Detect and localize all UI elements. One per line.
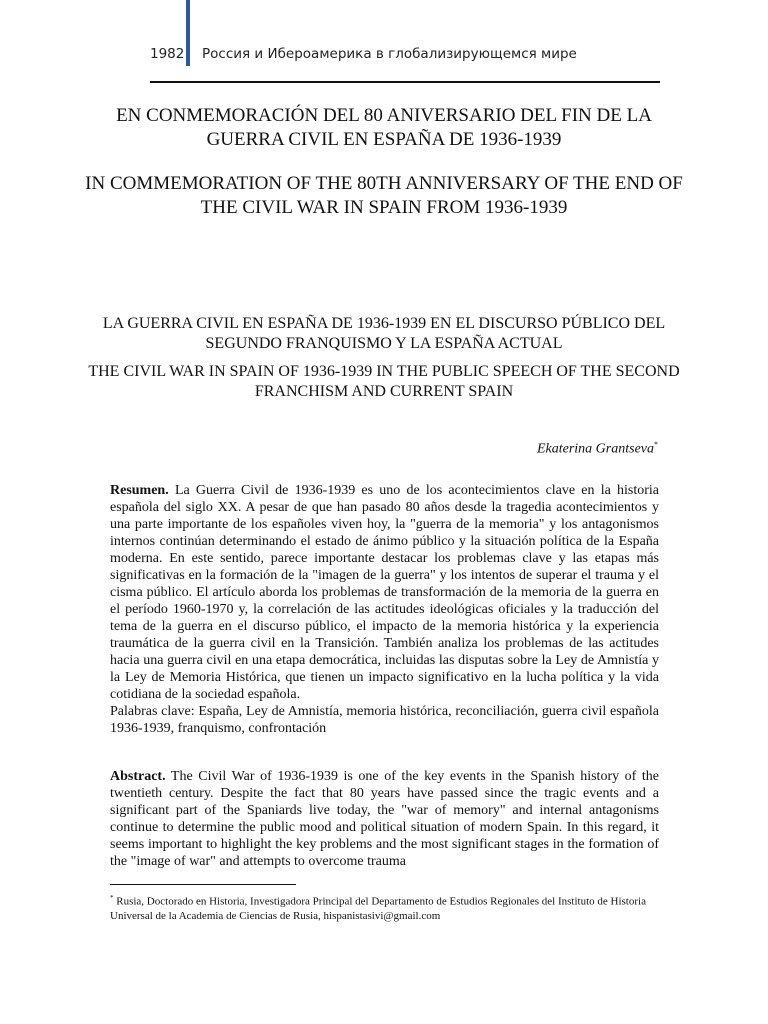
author-footnote-mark: * bbox=[654, 440, 658, 449]
abstract-text: The Civil War of 1936-1939 is one of the key events in the Spanish history of the twentieth century. Despite the fact that 80 years have passed since the tragic events and a significant part of the Spaniards live today, the "war of memory" and internal antagonisms continue to determine the public mood and political situation of modern Spain. In this regard, it seems important to highlight the key problems and the most significant stages in the formation of the "image of war" and attempts to overcome trauma bbox=[110, 769, 659, 869]
abstract-paragraph bbox=[110, 768, 659, 870]
keywords-line: Palabras clave: España, Ley de Amnistía, memoria histórica, reconciliación, guerra civil española 1936-1939, franquismo, confrontación bbox=[110, 704, 659, 736]
resumen-text: La Guerra Civil de 1936-1939 es uno de los acontecimientos clave en la historia española del siglo XX. A pesar de que han pasado 80 años desde la tragedia acontecimientos y una parte importante de los españoles viven hoy, la "guerra de la memoria" y los antagonismos internos continúan determinando el estado de ánimo público y la situación política de la España moderna. En este sentido, parece importante destacar los problemas clave y las etapas más significativas en la formación de la "imagen de la guerra" y los intentos de superar el trauma y el cisma público. El artículo aborda los problemas de transformación de la memoria de la guerra en el período 1960-1970 y, la correlación de las actitudes ideológicas oficiales y la traducción del tema de la guerra en el discurso público, el impacto de la memoria histórica y la experiencia traumática de la guerra civil en la Transición. También analiza los problemas de las actitudes hacia una guerra civil en una etapa democrática, incluidas las disputas sobre la Ley de Amnistía y la Ley de Memoria Histórica, que tienen un impacto significativo en la lucha política y la vida cotidiana de la sociedad española. bbox=[110, 483, 659, 702]
footnote-rule bbox=[110, 884, 296, 885]
article-title-en: THE CIVIL WAR IN SPAIN OF 1936-1939 IN THE PUBLIC SPEECH OF THE SECOND FRANCHISM AND CURRENT SPAIN bbox=[88, 363, 680, 400]
footnote-mark: * bbox=[110, 894, 114, 902]
journal-title: Россия и Ибероамерика в глобализирующемся мире bbox=[202, 46, 577, 62]
section-title-en: IN COMMEMORATION OF THE 80TH ANNIVERSARY OF THE END OF THE CIVIL WAR IN SPAIN FROM 1936-1939 bbox=[85, 173, 683, 218]
page-number: 1982 bbox=[150, 46, 185, 62]
article-title-es: LA GUERRA CIVIL EN ESPAÑA DE 1936-1939 EN EL DISCURSO PÚBLICO DEL SEGUNDO FRANQUISMO Y LA ESPAÑA ACTUAL bbox=[102, 315, 666, 352]
section-title-es: EN CONMEMORACIÓN DEL 80 ANIVERSARIO DEL FIN DE LA GUERRA CIVIL EN ESPAÑA DE 1936-1939 bbox=[116, 105, 652, 150]
resumen-paragraph bbox=[110, 482, 659, 703]
footnote-text: Rusia, Doctorado en Historia, Investigadora Principal del Departamento de Estudios Regionales del Instituto de Historia Universal de la Academia de Ciencias de Rusia, hispanistasivi@gmail.com bbox=[110, 895, 646, 922]
footnote bbox=[110, 891, 670, 923]
running-header bbox=[150, 46, 660, 62]
resumen-label: Resumen. bbox=[110, 483, 169, 498]
author-text: Ekaterina Grantseva bbox=[536, 441, 654, 457]
author-name bbox=[537, 440, 658, 458]
abstract-block bbox=[110, 768, 659, 870]
header-rule bbox=[150, 81, 660, 83]
resumen-block bbox=[110, 482, 659, 737]
abstract-label: Abstract. bbox=[110, 769, 166, 784]
